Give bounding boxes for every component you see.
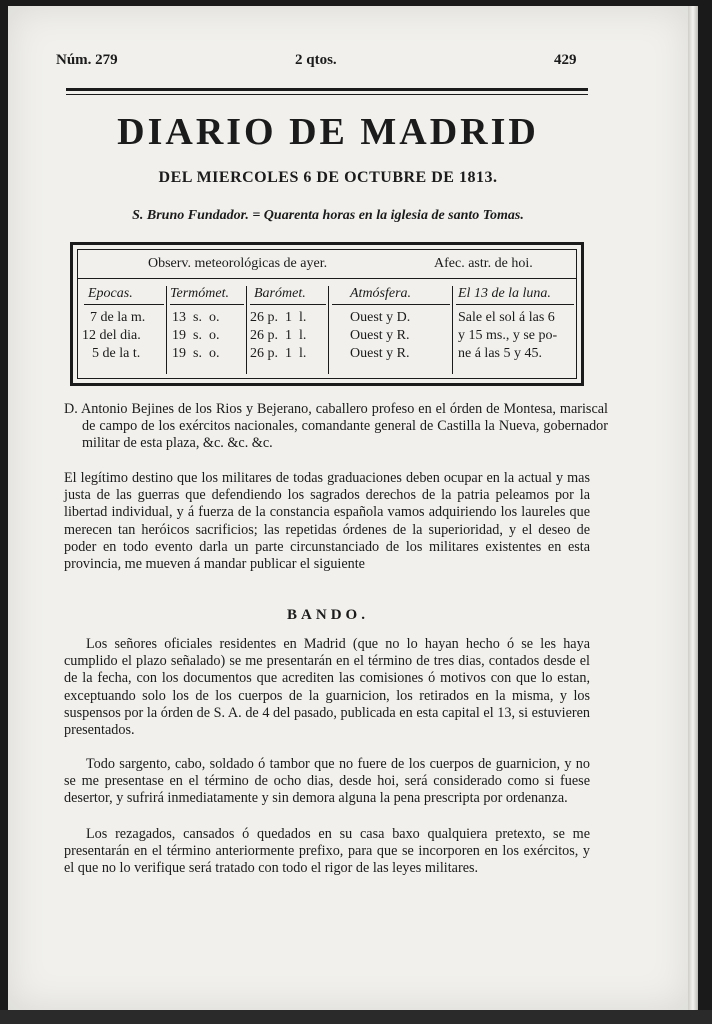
row2-termometro: 19 s. o. — [172, 328, 220, 343]
row1-epoca: 7 de la m. — [90, 310, 146, 325]
page-edge-bottom — [0, 1010, 712, 1024]
bando-paragraph-1: Los señores oficiales residentes en Madrid (que no lo hayan hecho ó se les haya cumplido el plazo señalado) se me presentarán en el término de tres dias, contados desde el de la fecha, con los documentos que acrediten las comisiones ó motivos con que lo estan, exceptuando solo los de los cuerpos de la guarnicion, los retirados en la misma, y los suspensos por la órden de S. A. de 4 del pasado, publicada en esta capital el 13, si estuvieren presentados. — [64, 636, 590, 739]
page-number: 429 — [554, 52, 577, 68]
weather-title: Observ. meteorológicas de ayer. — [148, 256, 328, 271]
row2-atmosfera: Ouest y R. — [350, 328, 410, 343]
col-underline-epocas — [84, 304, 164, 305]
newspaper-page — [8, 6, 690, 1010]
row2-epoca: 12 del dia. — [82, 328, 141, 343]
col-divider-3 — [328, 286, 329, 374]
page-edge-right — [688, 6, 698, 1010]
row1-atmosfera: Ouest y D. — [350, 310, 411, 325]
issue-price: 2 qtos. — [295, 52, 337, 68]
col-divider-4 — [452, 286, 453, 374]
row3-termometro: 19 s. o. — [172, 346, 220, 361]
col-underline-barom — [250, 304, 326, 305]
astro-title: Afec. astr. de hoi. — [434, 256, 533, 271]
col-header-atmosfera: Atmósfera. — [350, 286, 412, 301]
top-rule-thin — [66, 94, 588, 95]
moon-line-2: y 15 ms., y se po- — [458, 328, 558, 343]
row1-barometro: 26 p. 1 l. — [250, 310, 307, 325]
intro-paragraph: D. Antonio Bejines de los Rios y Bejerano, caballero profeso en el órden de Montesa, mariscal de campo de los exércitos nacionales, comandante general de Castilla la Nueva, gobernador militar de esta plaza, &c. &c. &c. — [64, 401, 608, 452]
bando-paragraph-2: Todo sargento, cabo, soldado ó tambor que no fuere de los cuerpos de guarnicion, y no se me presentase en el término de ocho dias, desde hoi, será considerado como si fuese desertor, y sufrirá inmediatamente y sin demora alguna la pena prescripta por ordenanza. — [64, 756, 590, 807]
issue-number: Núm. 279 — [56, 52, 118, 68]
col-underline-moon — [456, 304, 574, 305]
row3-epoca: 5 de la t. — [92, 346, 141, 361]
header-divider — [78, 278, 576, 279]
weather-table-inner-border — [77, 249, 577, 379]
col-divider-2 — [246, 286, 247, 374]
col-divider-1 — [166, 286, 167, 374]
bando-paragraph-3: Los rezagados, cansados ó quedados en su casa baxo qualquiera pretexto, se me presentarán en el término anteriormente prefixo, para que se incorporen en los exércitos, y el que no lo verifique será tratado con todo el rigor de las leyes militares. — [64, 826, 590, 877]
col-header-epocas: Epocas. — [88, 286, 133, 301]
col-underline-atmos — [332, 304, 450, 305]
row2-barometro: 26 p. 1 l. — [250, 328, 307, 343]
moon-line-1: Sale el sol á las 6 — [458, 310, 555, 325]
col-header-barometro: Barómet. — [254, 286, 306, 301]
preamble-paragraph: El legítimo destino que los militares de todas graduaciones deben ocupar en la actual y mas justa de las guerras que defendiendo los sagrados derechos de la patria peleamos por la libertad individual, y á fuerza de la constancia española vamos adquiriendo los laureles que merecen tan heróicos sacrificios; las repetidas órdenes de la superioridad, y el deseo de poder en todo evento darla un parte circunstanciado de los militares existentes en esta provincia, me mueven á mandar publicar el siguiente — [64, 470, 590, 573]
col-header-luna: El 13 de la luna. — [458, 286, 551, 301]
col-header-termometro: Termómet. — [170, 286, 229, 301]
moon-line-3: ne á las 5 y 45. — [458, 346, 542, 361]
top-rule-thick — [66, 88, 588, 91]
row1-termometro: 13 s. o. — [172, 310, 220, 325]
saint-of-day: S. Bruno Fundador. = Quarenta horas en la iglesia de santo Tomas. — [132, 208, 524, 223]
col-underline-term — [170, 304, 244, 305]
bando-heading: BANDO. — [287, 607, 369, 623]
masthead-title: DIARIO DE MADRID — [117, 111, 539, 153]
row3-barometro: 26 p. 1 l. — [250, 346, 307, 361]
row3-atmosfera: Ouest y R. — [350, 346, 410, 361]
weather-table — [70, 242, 584, 386]
masthead-date: DEL MIERCOLES 6 DE OCTUBRE DE 1813. — [158, 169, 498, 186]
